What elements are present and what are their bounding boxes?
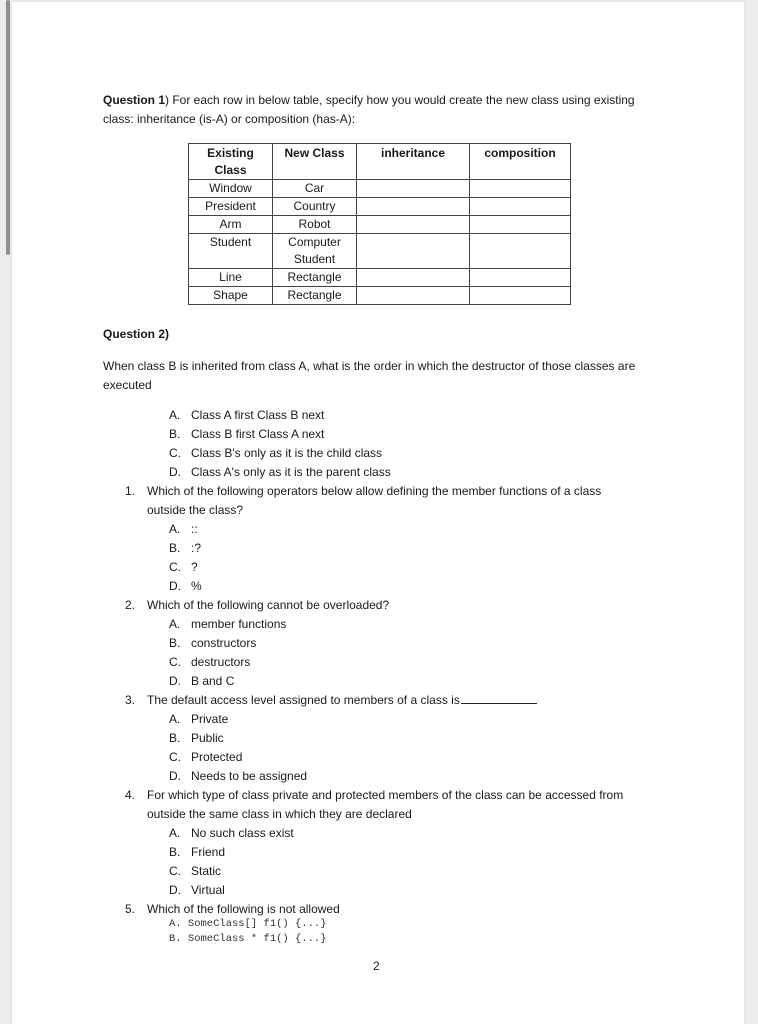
cell-inheritance[interactable] — [357, 287, 470, 305]
cell-new-line1: Computer — [288, 235, 341, 249]
option-letter: D. — [169, 769, 181, 783]
cell-new: Car — [273, 180, 357, 198]
cell-composition[interactable] — [470, 287, 571, 305]
option-letter: A. — [169, 826, 181, 840]
item-number: 2. — [125, 598, 136, 612]
cell-inheritance[interactable] — [357, 180, 470, 198]
cell-inheritance[interactable] — [357, 269, 470, 287]
option-text: B and C — [191, 674, 235, 688]
q1-prompt — [103, 91, 635, 110]
q1-label: Question 1 — [103, 93, 166, 107]
option-letter: C. — [169, 750, 181, 764]
q2-prompt-line1: When class B is inherited from class A, what is the order in which the destructor of those classes are — [103, 359, 636, 373]
document-page — [12, 2, 744, 1024]
item1-line1: Which of the following operators below allow defining the member functions of a class — [147, 484, 602, 498]
table-row — [189, 198, 571, 216]
table-row — [189, 180, 571, 198]
option-text: :: — [191, 522, 198, 536]
header-composition: composition — [470, 144, 571, 180]
q1-prompt-line1: ) For each row in below table, specify how you would create the new class using existing — [165, 93, 635, 107]
cell-composition[interactable] — [470, 269, 571, 287]
list-item — [169, 444, 181, 463]
option-letter: D. — [169, 674, 181, 688]
table-row — [189, 216, 571, 234]
cell-inheritance[interactable] — [357, 198, 470, 216]
code-option-a: A. SomeClass[] f1() {...} — [169, 918, 327, 930]
option-letter: B. — [169, 636, 181, 650]
item1-line2: outside the class? — [147, 503, 244, 517]
item5-line1: Which of the following is not allowed — [147, 902, 340, 916]
option-text: Class A first Class B next — [191, 408, 325, 422]
item-number: 5. — [125, 902, 136, 916]
option-letter: D. — [169, 579, 181, 593]
option-text: Virtual — [191, 883, 225, 897]
q2-label: Question 2) — [103, 327, 170, 341]
option-letter: A. — [169, 712, 181, 726]
option-text: member functions — [191, 617, 287, 631]
option-letter: B. — [169, 541, 181, 555]
option-text: Friend — [191, 845, 226, 859]
option-text: % — [191, 579, 202, 593]
item-number: 1. — [125, 484, 136, 498]
header-existing-line2: Class — [214, 163, 247, 177]
cell-composition[interactable] — [470, 198, 571, 216]
option-text: Static — [191, 864, 222, 878]
page-number: 2 — [373, 959, 380, 973]
list-item — [169, 425, 180, 444]
item-number: 4. — [125, 788, 136, 802]
option-text: constructors — [191, 636, 257, 650]
cell-new: Country — [273, 198, 357, 216]
option-text: Class B first Class A next — [191, 427, 325, 441]
header-inheritance: inheritance — [357, 144, 470, 180]
cell-inheritance[interactable] — [357, 216, 470, 234]
cell-composition[interactable] — [470, 180, 571, 198]
cell-existing: Window — [189, 180, 273, 198]
item-number: 3. — [125, 693, 136, 707]
option-letter: C. — [169, 864, 181, 878]
cell-composition[interactable] — [470, 234, 571, 269]
cell-existing: Arm — [189, 216, 273, 234]
option-letter: A. — [169, 522, 181, 536]
scrollbar[interactable] — [6, 0, 10, 255]
cell-composition[interactable] — [470, 216, 571, 234]
option-letter: B. — [169, 427, 181, 441]
cell-new — [273, 234, 357, 269]
header-existing-line1: Existing — [207, 146, 254, 160]
item4-line2: outside the same class in which they are declared — [147, 807, 412, 821]
cell-new: Robot — [273, 216, 357, 234]
option-letter: D. — [169, 883, 181, 897]
cell-new: Rectangle — [273, 269, 357, 287]
option-text: Needs to be assigned — [191, 769, 308, 783]
option-letter: C. — [169, 655, 181, 669]
option-letter: A. — [169, 617, 181, 631]
option-letter: D. — [169, 465, 181, 479]
table-row — [189, 234, 571, 269]
option-letter: A. — [169, 408, 181, 422]
q1-table — [188, 143, 571, 305]
q2-prompt-line2: executed — [103, 378, 152, 392]
table-header-row — [189, 144, 571, 180]
item2-line1: Which of the following cannot be overloaded? — [147, 598, 390, 612]
option-text: :? — [191, 541, 202, 555]
option-letter: B. — [169, 731, 181, 745]
option-text: Protected — [191, 750, 243, 764]
table-row — [189, 269, 571, 287]
option-text: destructors — [191, 655, 251, 669]
list-item — [169, 463, 181, 482]
item3-line1 — [147, 691, 537, 710]
cell-existing: Line — [189, 269, 273, 287]
item3-text: The default access level assigned to members of a class is — [147, 693, 460, 707]
option-letter: B. — [169, 845, 181, 859]
answer-blank[interactable] — [461, 691, 537, 704]
cell-new: Rectangle — [273, 287, 357, 305]
cell-inheritance[interactable] — [357, 234, 470, 269]
cell-existing: Student — [189, 234, 273, 269]
option-text: Public — [191, 731, 224, 745]
option-letter: C. — [169, 560, 181, 574]
option-text: ? — [191, 560, 198, 574]
cell-existing: Shape — [189, 287, 273, 305]
cell-existing: President — [189, 198, 273, 216]
option-text: Class A's only as it is the parent class — [191, 465, 391, 479]
option-text: No such class exist — [191, 826, 294, 840]
table-row — [189, 287, 571, 305]
option-text: Private — [191, 712, 229, 726]
code-option-b: B. SomeClass * f1() {...} — [169, 933, 327, 945]
cell-new-line2: Student — [293, 252, 336, 266]
header-existing-class — [189, 144, 273, 180]
option-text: Class B's only as it is the child class — [191, 446, 383, 460]
q1-prompt-line2: class: inheritance (is-A) or composition (has-A): — [103, 112, 356, 126]
item4-line1: For which type of class private and protected members of the class can be accessed from — [147, 788, 624, 802]
option-letter: C. — [169, 446, 181, 460]
header-new-class: New Class — [273, 144, 357, 180]
list-item — [169, 406, 180, 425]
